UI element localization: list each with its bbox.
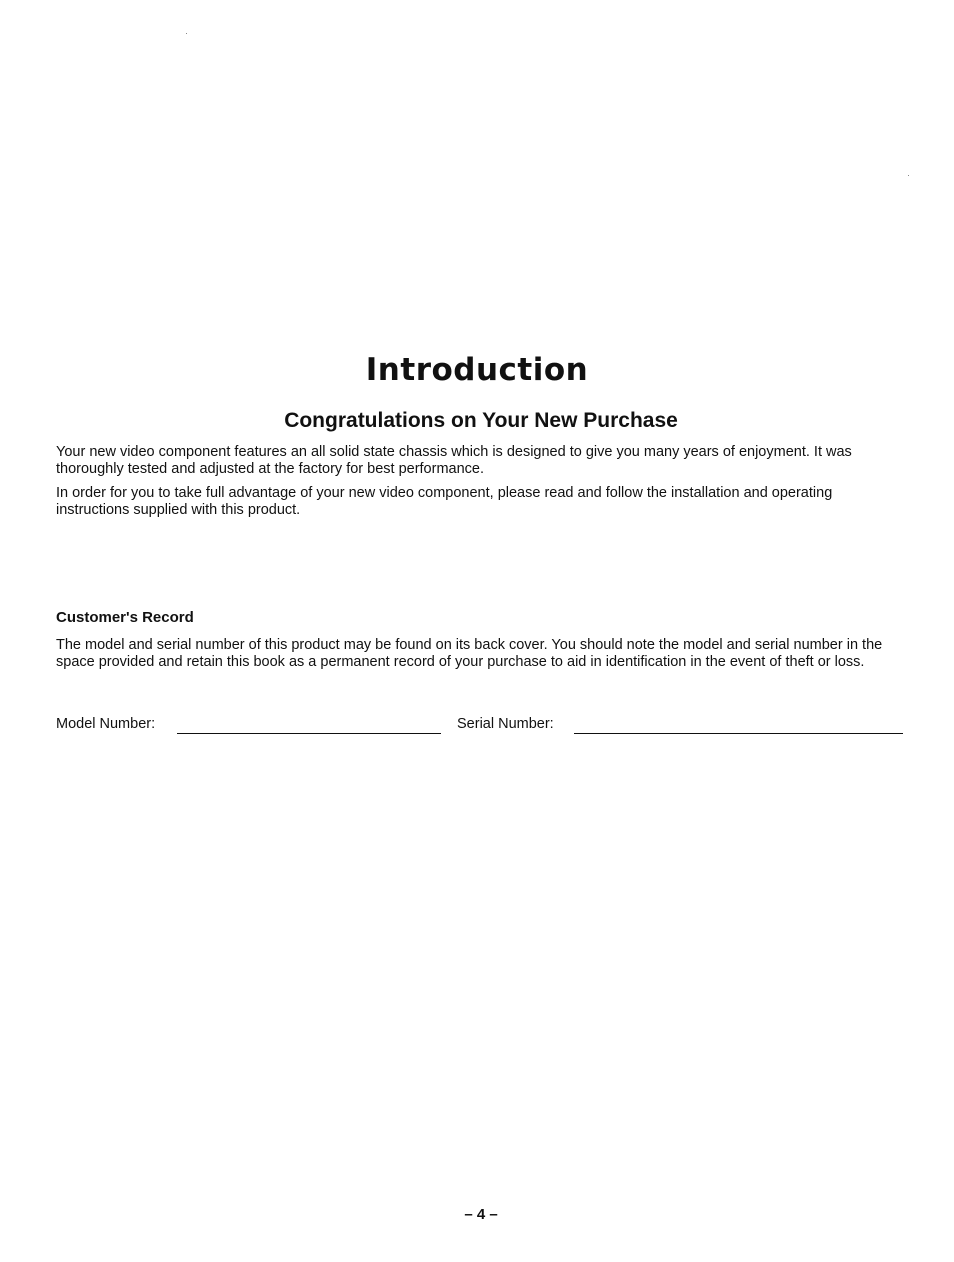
page-title: Introduction — [365, 352, 589, 388]
customer-record-paragraph: The model and serial number of this product may be found on its back cover. You should note the model and serial number in the space provided and retain this book as a permanent record of your purchase to aid in identification in the event of theft or loss. — [56, 637, 883, 670]
intro-paragraph: Your new video component features an all solid state chassis which is designed to give you many years of enjoyment. It was thoroughly tested and adjusted at the factory for best performance. — [56, 444, 852, 477]
record-form-row — [56, 716, 906, 738]
page-number: – 4 – — [464, 1206, 498, 1223]
serial-number-blank[interactable] — [574, 733, 903, 734]
section-heading-congratulations: Congratulations on Your New Purchase — [284, 409, 678, 432]
customer-record-heading: Customer's Record — [56, 609, 194, 626]
serial-number-label: Serial Number: — [457, 716, 554, 732]
scan-speck — [186, 33, 187, 34]
scan-speck — [908, 175, 909, 176]
model-number-label: Model Number: — [56, 716, 156, 732]
model-number-blank[interactable] — [177, 733, 441, 734]
instructions-paragraph: In order for you to take full advantage of your new video component, please read and follow the installation and operating instructions supplied with this product. — [56, 485, 833, 518]
